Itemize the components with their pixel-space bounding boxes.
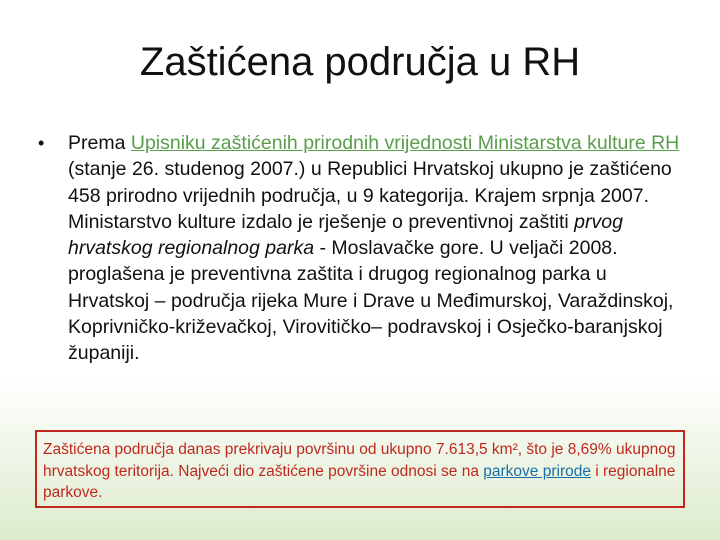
bullet-paragraph <box>38 130 688 367</box>
highlight-note-box <box>35 430 685 508</box>
note-text-part-1: Zaštićena područja danas prekrivaju površinu od ukupno 7.613,5 km², što je 8,69% ukupnog hrvatskog teritorija. Najveći dio zaštićene površine odnosi se na <box>43 441 676 480</box>
bullet-dot-icon: • <box>38 133 45 153</box>
bullet-italic-text: prvog hrvatskog regionalnog parka <box>68 210 623 260</box>
upisnik-link[interactable]: Upisniku zaštićenih prirodnih vrijednosti Ministarstva kulture RH <box>130 132 680 154</box>
bullet-prefix: Prema <box>68 132 131 154</box>
note-text-part-2: i regionalne parkove. <box>43 462 676 501</box>
parkovi-prirode-link[interactable]: parkove prirode <box>483 462 591 480</box>
bullet-text-part-1: (stanje 26. studenog 2007.) u Republici Hrvatskoj ukupno je zaštićeno 458 prirodno vrijednih područja, u 9 kategorija. Krajem srpnja 2007. Ministarstvo kulture izdalo je rješenje o preventivnoj zaštiti <box>68 158 672 233</box>
slide-title: Zaštićena područja u RH <box>139 40 581 84</box>
bullet-text-part-2: - Moslavačke gore. U veljači 2008. proglašena je preventivna zaštita i drugog regionalnog parka u Hrvatskoj – područja rijeka Mure i Drave u Međimurskoj, Varaždinskoj, Koprivničko-križevačkoj, Virovitičko– podravskoj i Osječko-baranjskoj županiji. <box>68 237 674 365</box>
bullet-text <box>68 130 688 367</box>
